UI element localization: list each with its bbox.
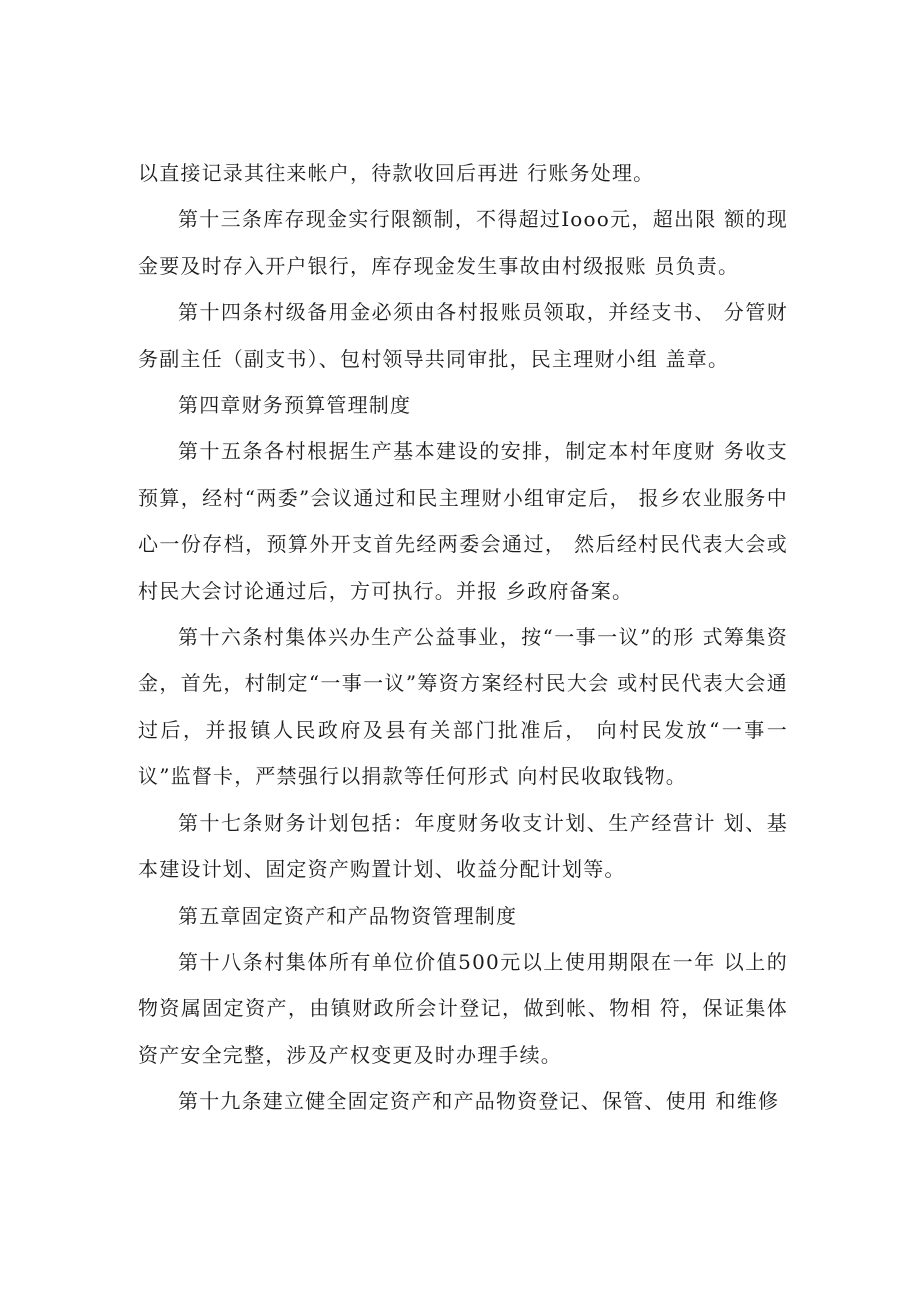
document-body xyxy=(138,150,788,1125)
paragraph-article-15: 第十五条各村根据生产基本建设的安排，制定本村年度财 务收支预算，经村“两委”会议通过和民主理财小组审定后， 报乡农业服务中心一份存档，预算外开支首先经两委会通过， 然后经村民代表大会或村民大会讨论通过后，方可执行。并报 乡政府备案。 xyxy=(138,439,788,603)
paragraph-article-14: 第十四条村级备用金必须由各村报账员领取，并经支书、 分管财务副主任（副支书）、包村领导共同审批，民主理财小组 盖章。 xyxy=(138,300,788,371)
paragraph-article-16: 第十六条村集体兴办生产公益事业，按“一事一议”的形 式筹集资金，首先，村制定“一事一议”筹资方案经村民大会 或村民代表大会通过后，并报镇人民政府及县有关部门批准后， 向村民发放“一事一议”监督卡，严禁强行以捐款等任何形式 向村民收取钱物。 xyxy=(138,625,788,789)
paragraph-continuation: 以直接记录其往来帐户，待款收回后再进 行账务处理。 xyxy=(138,161,655,185)
paragraph-article-18: 第十八条村集体所有单位价值500元以上使用期限在一年 以上的物资属固定资产，由镇财政所会计登记，做到帐、物相 符，保证集体资产安全完整，涉及产权变更及时办理手续。 xyxy=(138,949,788,1067)
chapter-heading-5: 第五章固定资产和产品物资管理制度 xyxy=(178,903,518,928)
chapter-heading-4: 第四章财务预算管理制度 xyxy=(178,393,412,418)
paragraph-article-13: 第十三条库存现金实行限额制，不得超过Iooo元，超出限 额的现金要及时存入开户银行，库存现金发生事故由村级报账 员负责。 xyxy=(138,207,788,278)
paragraph-article-17: 第十七条财务计划包括：年度财务收支计划、生产经营计 划、基本建设计划、固定资产购置计划、收益分配计划等。 xyxy=(138,810,788,882)
paragraph-article-19: 第十九条建立健全固定资产和产品物资登记、保管、使用 和维修 xyxy=(178,1089,780,1114)
